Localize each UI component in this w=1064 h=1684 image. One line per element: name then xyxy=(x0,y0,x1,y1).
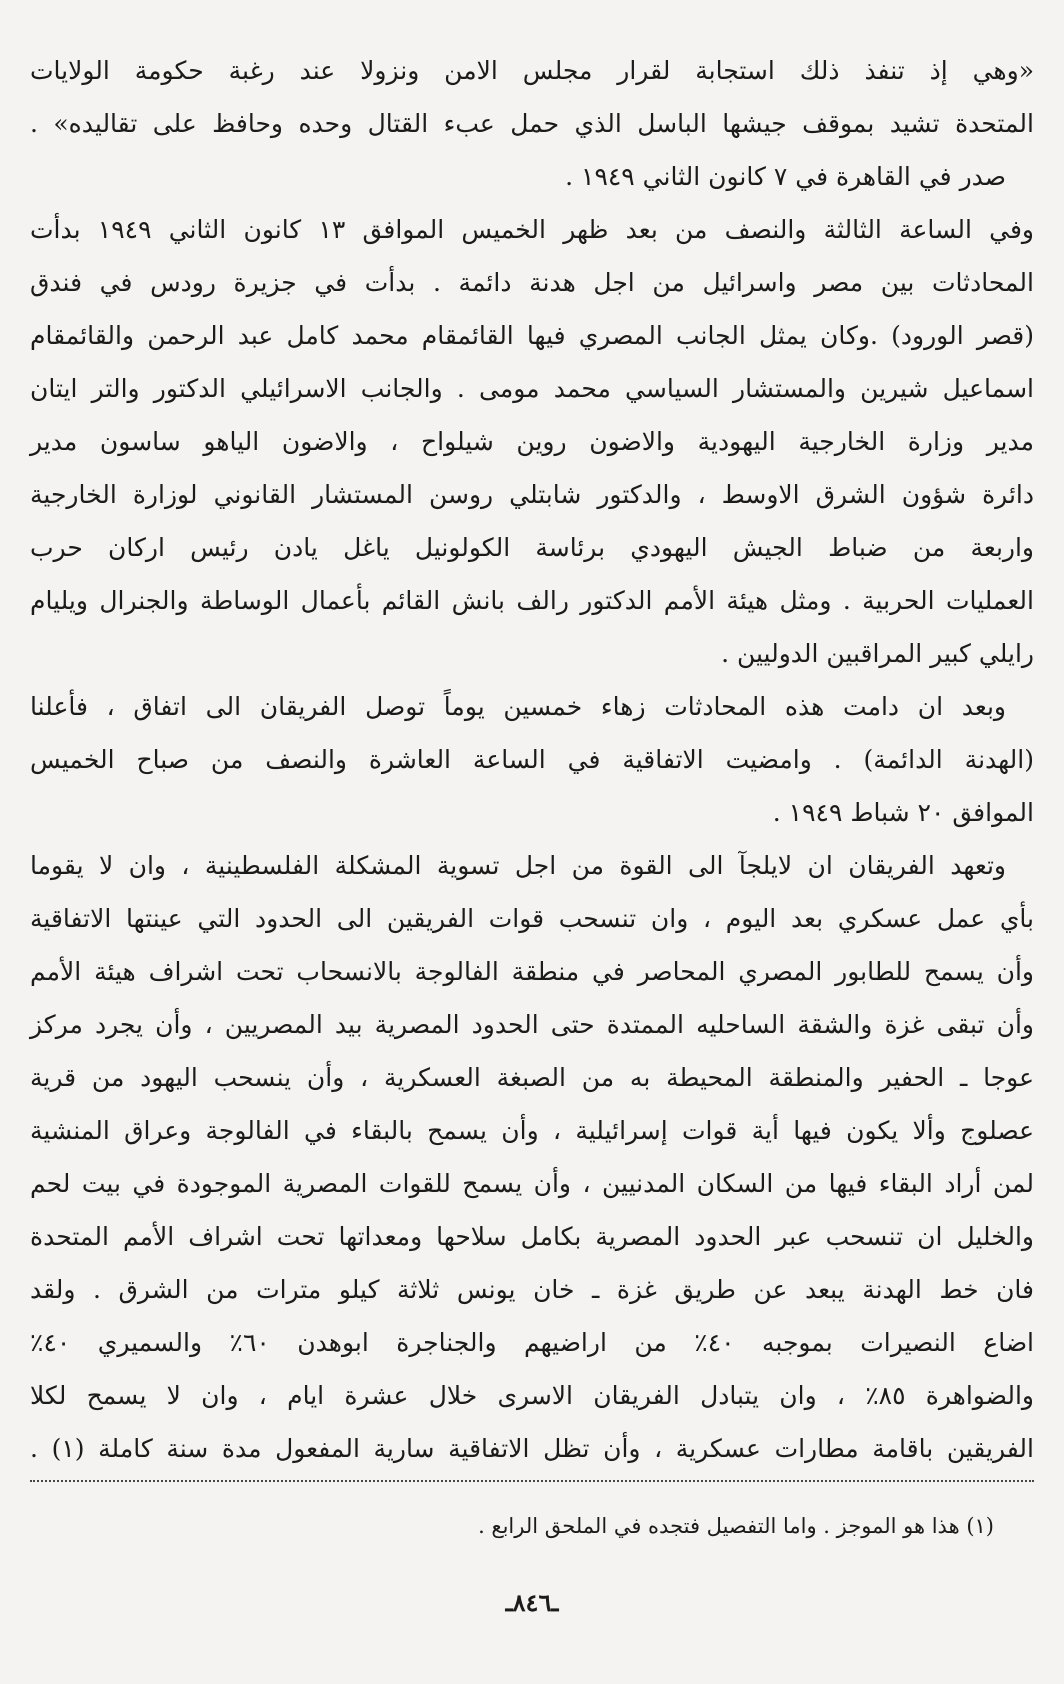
footnote: (١) هذا هو الموجز . واما التفصيل فتجده في الملحق الرابع . xyxy=(478,1514,994,1538)
text-line: فان خط الهدنة يبعد عن طريق غزة ـ خان يونس ثلاثة كيلو مترات من الشرق . ولقد xyxy=(30,1275,1034,1304)
text-line: (قصر الورود) .وكان يمثل الجانب المصري فيها القائمقام محمد كامل عبد الرحمن والقائمقام xyxy=(30,321,1034,350)
text-line: والضواهرة ٨٥٪ ، وان يتبادل الفريقان الاسرى خلال عشرة ايام ، وان لا يسمح لكلا xyxy=(30,1381,1034,1410)
text-line: دائرة شؤون الشرق الاوسط ، والدكتور شابتلي روسن المستشار القانوني لوزارة الخارجية xyxy=(30,480,1034,509)
text-line: المحادثات بين مصر واسرائيل من اجل هدنة دائمة . بدأت في جزيرة رودس في فندق xyxy=(30,268,1034,297)
body-text xyxy=(30,44,1034,1475)
text-line: «وهي إذ تنفذ ذلك استجابة لقرار مجلس الامن ونزولا عند رغبة حكومة الولايات xyxy=(30,56,1034,85)
text-line: والخليل ان تنسحب عبر الحدود المصرية بكامل سلاحها ومعداتها تحت اشراف الأمم المتحدة xyxy=(30,1222,1034,1251)
text-line: اسماعيل شيرين والمستشار السياسي محمد مومى . والجانب الاسرائيلي الدكتور والتر ايتان xyxy=(30,374,1034,403)
text-line: وتعهد الفريقان ان لايلجآ الى القوة من اجل تسوية المشكلة الفلسطينية ، وان لا يقوما xyxy=(30,851,1006,880)
page-number: ـ٨٤٦ـ xyxy=(505,1588,559,1617)
text-line: (الهدنة الدائمة) . وامضيت الاتفاقية في الساعة العاشرة والنصف من صباح الخميس xyxy=(30,745,1034,774)
text-line: وبعد ان دامت هذه المحادثات زهاء خمسين يوماً توصل الفريقان الى اتفاق ، فأعلنا xyxy=(30,692,1006,721)
text-line: الموافق ٢٠ شباط ١٩٤٩ . xyxy=(772,798,1034,827)
text-line: الفريقين باقامة مطارات عسكرية ، وأن تظل الاتفاقية سارية المفعول مدة سنة كاملة (١) . xyxy=(30,1434,1034,1463)
text-line: عوجا ـ الحفير والمنطقة المحيطة به من الصبغة العسكرية ، وأن ينسحب اليهود من قرية xyxy=(30,1063,1034,1092)
text-line: واربعة من ضباط الجيش اليهودي برئاسة الكولونيل ياغل يادن رئيس اركان حرب xyxy=(30,533,1034,562)
text-line: لمن أراد البقاء فيها من السكان المدنيين ، وأن يسمح للقوات المصرية الموجودة في بيت لحم xyxy=(30,1169,1034,1198)
text-line: رايلي كبير المراقبين الدوليين . xyxy=(721,639,1034,668)
text-line: اضاع النصيرات بموجبه ٤٠٪ من اراضيهم والجناجرة ابوهدن ٦٠٪ والسميري ٤٠٪ xyxy=(30,1328,1034,1357)
text-line: وأن تبقى غزة والشقة الساحليه الممتدة حتى الحدود المصرية بيد المصريين ، وأن يجرد مركز xyxy=(30,1010,1034,1039)
text-line: عصلوج وألا يكون فيها أية قوات إسرائيلية ، وأن يسمح بالبقاء في الفالوجة وعراق المنشية xyxy=(30,1116,1034,1145)
text-line: المتحدة تشيد بموقف جيشها الباسل الذي حمل عبء القتال وحده وحافظ على تقاليده» . xyxy=(30,109,1034,138)
text-line: وأن يسمح للطابور المصري المحاصر في منطقة الفالوجة بالانسحاب تحت اشراف هيئة الأمم xyxy=(30,957,1034,986)
text-line: وفي الساعة الثالثة والنصف من بعد ظهر الخميس الموافق ١٣ كانون الثاني ١٩٤٩ بدأت xyxy=(30,215,1034,244)
text-line: صدر في القاهرة في ٧ كانون الثاني ١٩٤٩ . xyxy=(565,162,1006,191)
text-line: مدير وزارة الخارجية اليهودية والاضون روين شيلواح ، والاضون الياهو ساسون مدير xyxy=(30,427,1034,456)
footnote-divider xyxy=(30,1480,1034,1482)
text-line: العمليات الحربية . ومثل هيئة الأمم الدكتور رالف بانش القائم بأعمال الوساطة والجنرال ويليام xyxy=(30,586,1034,615)
text-line: بأي عمل عسكري بعد اليوم ، وان تنسحب قوات الفريقين الى الحدود التي عينتها الاتفاقية xyxy=(30,904,1034,933)
